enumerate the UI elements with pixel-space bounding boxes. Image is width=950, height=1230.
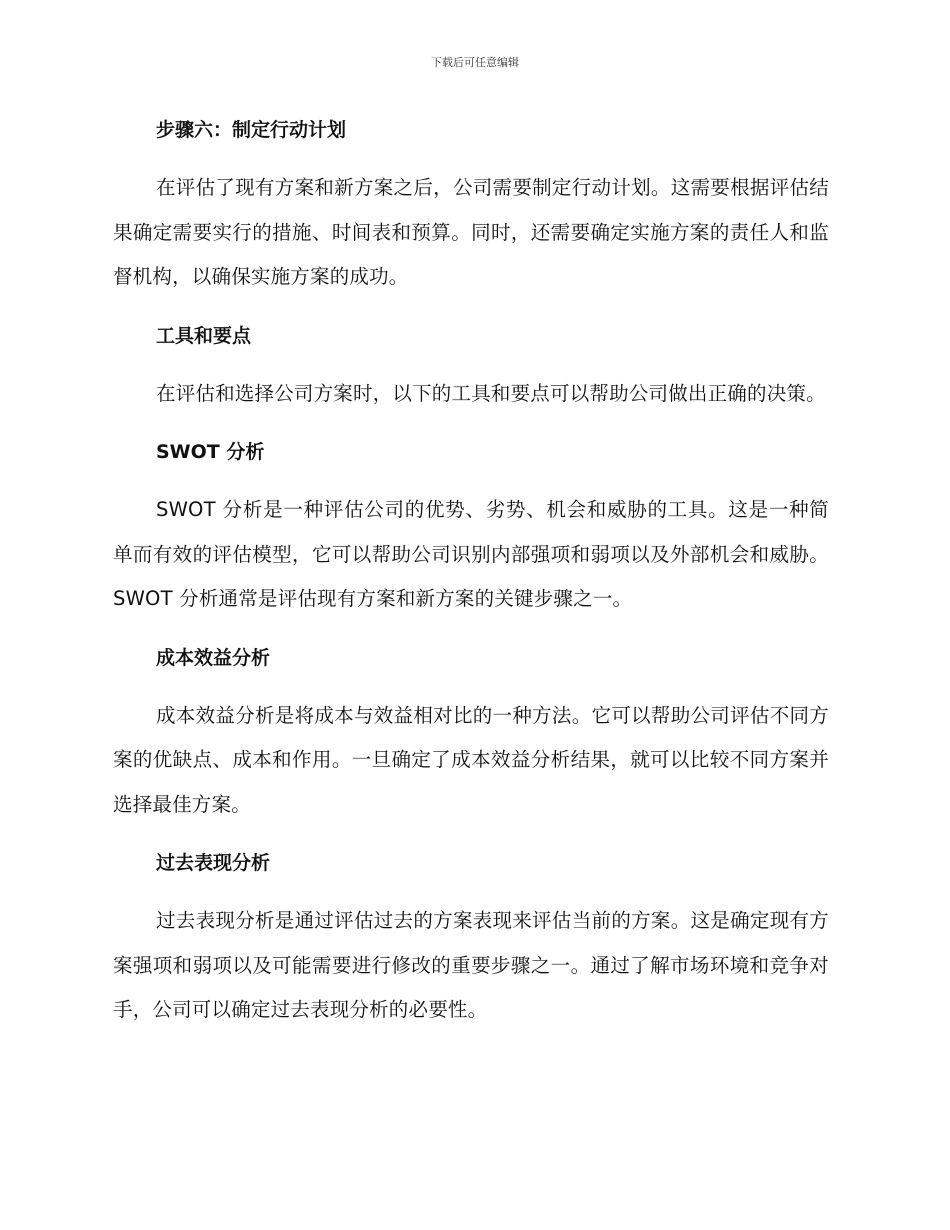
section-heading: 过去表现分析: [156, 852, 271, 874]
header-note: 下载后可任意编辑: [431, 56, 519, 69]
section-paragraph: 成本效益分析是将成本与效益相对比的一种方法。它可以帮助公司评估不同方案的优缺点、成本和作用。一旦确定了成本效益分析结果，就可以比较不同方案并选择最佳方案。: [113, 703, 829, 816]
section-heading: 成本效益分析: [156, 646, 271, 669]
section-paragraph: 在评估和选择公司方案时，以下的工具和要点可以帮助公司做出正确的决策。: [156, 381, 826, 405]
document-content: [113, 108, 829, 1033]
section-paragraph: SWOT 分析是一种评估公司的优势、劣势、机会和威胁的工具。这是一种简单而有效的评估模型，它可以帮助公司识别内部强项和弱项以及外部机会和威胁。SWOT 分析通常是评估现有方案和新方案的关键步骤之一。: [113, 498, 829, 610]
section-paragraph: 过去表现分析是通过评估过去的方案表现来评估当前的方案。这是确定现有方案强项和弱项以及可能需要进行修改的重要步骤之一。通过了解市场环境和竞争对手，公司可以确定过去表现分析的必要性。: [113, 909, 829, 1021]
section-paragraph: 在评估了现有方案和新方案之后，公司需要制定行动计划。这需要根据评估结果确定需要实行的措施、时间表和预算。同时，还需要确定实施方案的责任人和监督机构，以确保实施方案的成功。: [113, 176, 829, 288]
section-heading: 步骤六：制定行动计划: [156, 119, 347, 141]
section-heading: SWOT 分析: [156, 441, 265, 463]
section-heading: 工具和要点: [156, 324, 252, 347]
